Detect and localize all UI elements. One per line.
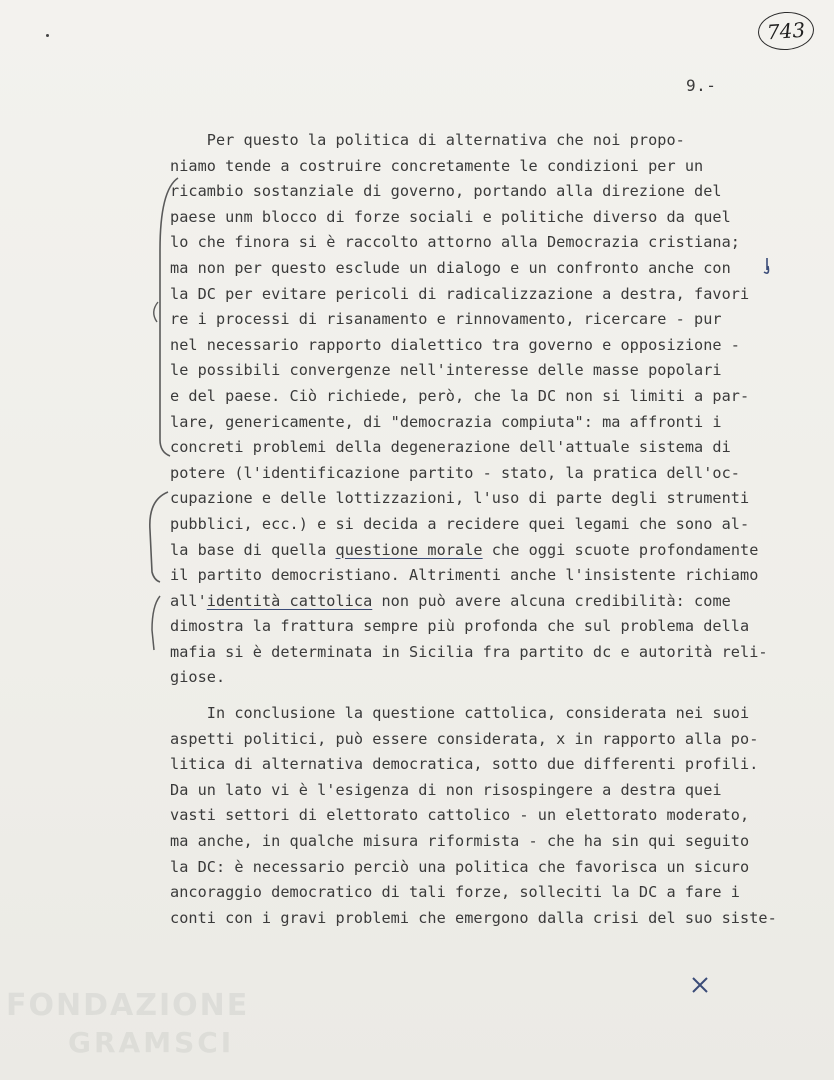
text-line: la DC per evitare pericoli di radicalizzazione a destra, favori — [170, 284, 750, 303]
text-line: ma anche, in qualche misura riformista - che ha sin qui seguito — [170, 832, 750, 851]
text-line: concreti problemi della degenerazione dell'attuale sistema di — [170, 438, 731, 457]
text-line: ancoraggio democratico di tali forze, solleciti la DC a fare i — [170, 883, 741, 902]
text-line: niamo tende a costruire concretamente le condizioni per un — [170, 156, 704, 175]
text-line: mafia si è determinata in Sicilia fra partito dc e autorità reli- — [170, 642, 768, 661]
text-line: litica di alternativa democratica, sotto due differenti profili. — [170, 755, 759, 774]
text-line: la DC: è necessario perciò una politica che favorisca un sicuro — [170, 857, 750, 876]
text-line: re i processi di risanamento e rinnovamento, ricercare - pur — [170, 310, 722, 329]
text-line: vasti settori di elettorato cattolico - un elettorato moderato, — [170, 806, 750, 825]
underlined-phrase-questione-morale: questione morale — [335, 540, 483, 559]
text-line: il partito democristiano. Altrimenti anche l'insistente richiamo — [170, 566, 759, 585]
text-line: ma non per questo esclude un dialogo e un confronto anche con — [170, 258, 731, 277]
underlined-phrase-identita-cattolica: identità cattolica — [206, 591, 373, 610]
margin-bracket-3 — [152, 596, 160, 650]
text-line: nel necessario rapporto dialettico tra governo e opposizione - — [170, 335, 741, 354]
text-line: conti con i gravi problemi che emergono dalla crisi del suo siste- — [170, 908, 777, 927]
text-segment: non può avere alcuna credibilità: come — [372, 591, 731, 610]
text-line: e del paese. Ciò richiede, però, che la DC non si limiti a par- — [170, 386, 750, 405]
text-segment: che oggi scuote profondamente — [482, 540, 759, 559]
text-line: paese unm blocco di forze sociali e politiche diverso da quel — [170, 207, 731, 226]
text-line: dimostra la frattura sempre più profonda che sul problema della — [170, 617, 750, 636]
letter-body — [170, 128, 810, 931]
text-line: lare, genericamente, di "democrazia compiuta": ma affronti i — [170, 412, 722, 431]
margin-bracket-2 — [150, 492, 168, 582]
watermark-line-1: FONDAZIONE — [6, 988, 250, 1023]
text-segment: la base di quella — [170, 540, 336, 559]
text-line — [170, 589, 810, 615]
text-line: pubblici, ecc.) e si decida a recidere quei legami che sono al- — [170, 514, 750, 533]
text-line: cupazione e delle lottizzazioni, l'uso di parte degli strumenti — [170, 489, 750, 508]
text-line: potere (l'identificazione partito - stato, la pratica dell'oc- — [170, 463, 741, 482]
text-line: Da un lato vi è l'esigenza di non risospingere a destra quei — [170, 780, 722, 799]
page-number: 9.- — [686, 76, 717, 95]
text-line — [170, 538, 810, 564]
fondazione-gramsci-watermark — [6, 988, 250, 1078]
text-line: aspetti politici, può essere considerata, x in rapporto alla po- — [170, 729, 759, 748]
text-line: Per questo la politica di alternativa che noi propo- — [170, 131, 685, 149]
archive-number: 743 — [766, 17, 806, 45]
text-line: In conclusione la questione cattolica, considerata nei suoi — [170, 704, 750, 723]
text-line: le possibili convergenze nell'interesse delle masse popolari — [170, 361, 722, 380]
paragraph-gap — [170, 691, 810, 701]
text-line: ricambio sostanziale di governo, portando alla direzione del — [170, 182, 722, 201]
blue-correction-mark-2 — [693, 978, 707, 992]
text-segment: all' — [170, 591, 207, 610]
watermark-line-2: GRAMSCI — [68, 1026, 235, 1059]
text-line: lo che finora si è raccolto attorno alla Democrazia cristiana; — [170, 233, 741, 252]
text-line: giose. — [170, 668, 226, 687]
